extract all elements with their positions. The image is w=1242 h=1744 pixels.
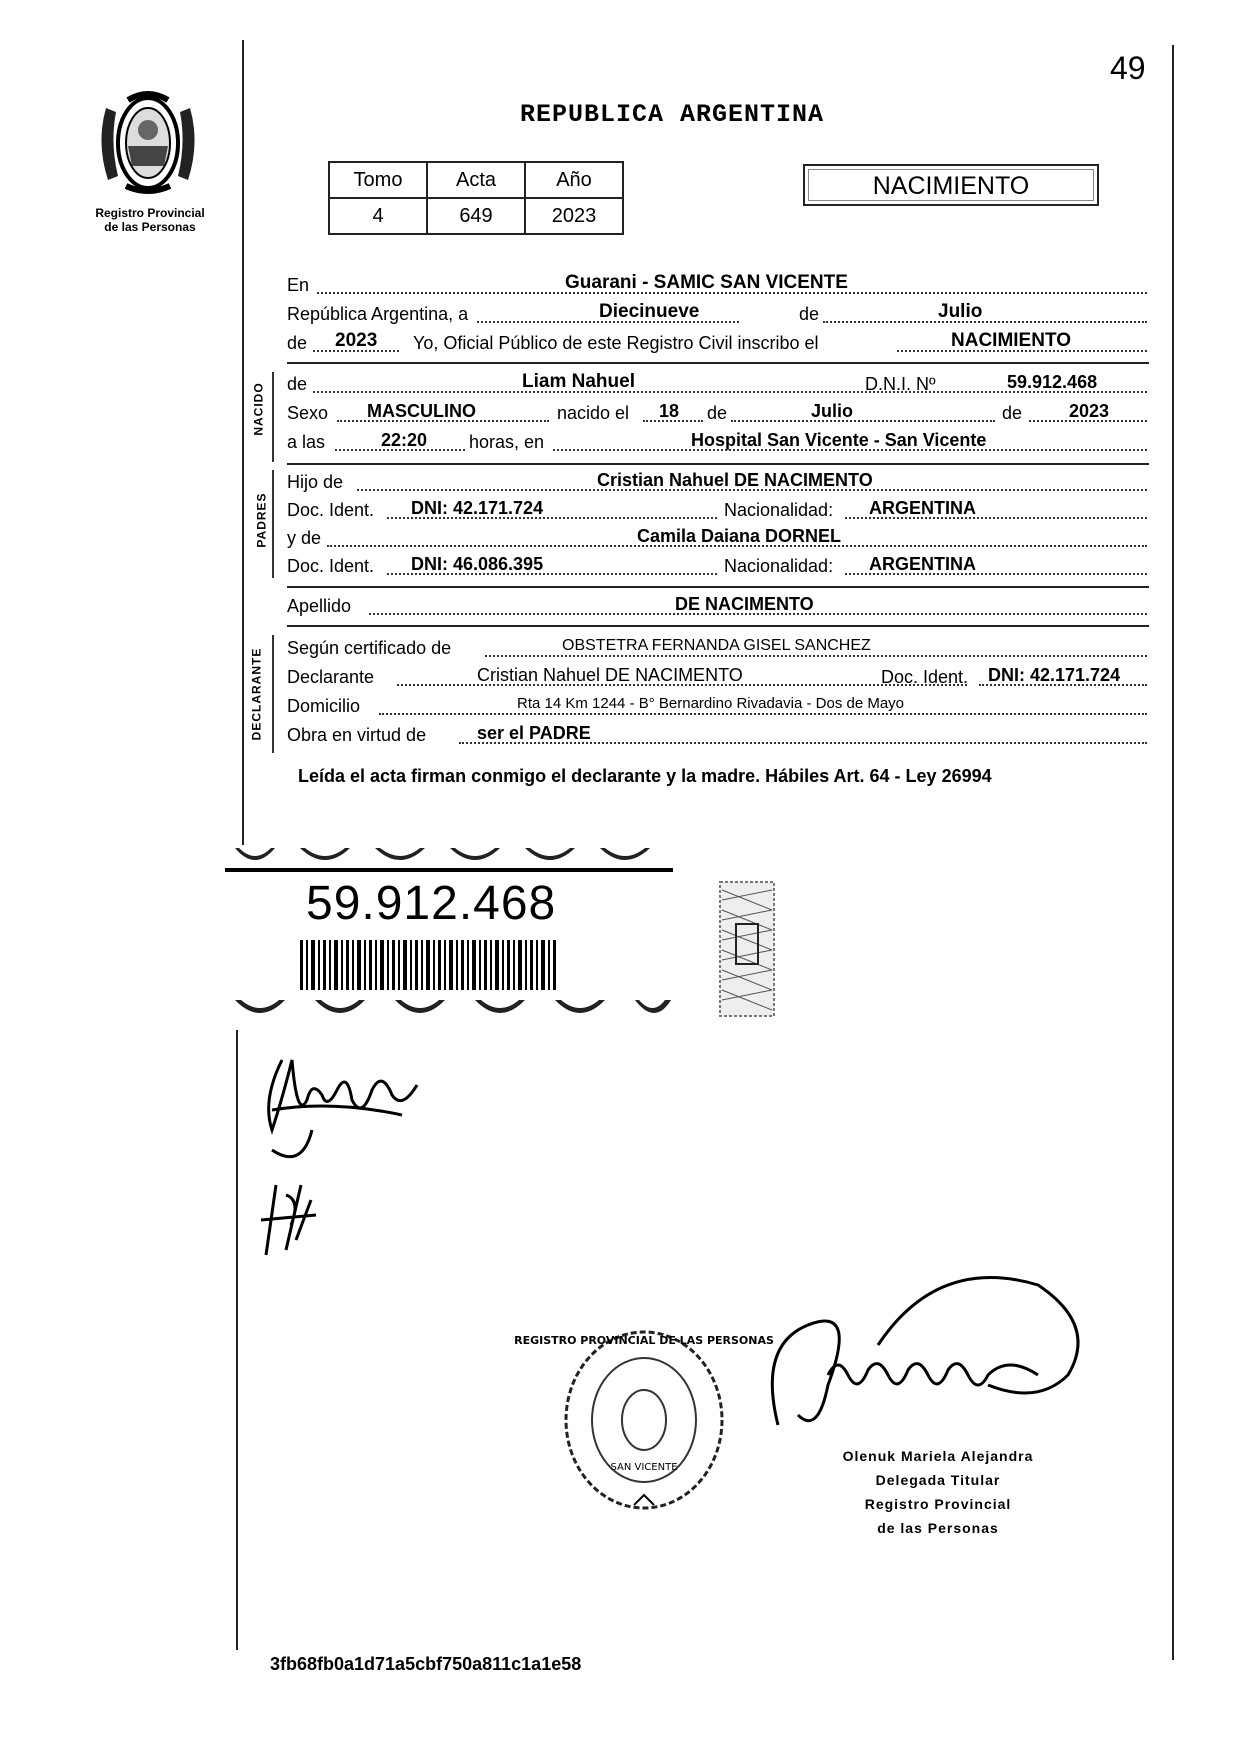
stamp-center-text: SAN VICENTE: [610, 1462, 678, 1473]
section-bar: [272, 470, 274, 578]
province-seal-icon: [92, 88, 204, 198]
value-declarante-doc: DNI: 42.171.724: [988, 665, 1121, 685]
label-hijo-de: Hijo de: [287, 472, 344, 492]
value-anio: 2023: [335, 330, 378, 351]
value-hora: 22:20: [381, 430, 428, 450]
dotted-line: [731, 420, 995, 422]
row-madre-doc: [287, 553, 1149, 580]
label-y-de: y de: [287, 528, 322, 548]
label-de: de: [287, 333, 308, 353]
section-divider: [287, 362, 1149, 364]
value-sexo: MASCULINO: [367, 401, 476, 421]
official-signature-icon: [738, 1265, 1098, 1460]
value-madre-nac: ARGENTINA: [869, 554, 976, 574]
value-mes-nac: Julio: [811, 401, 854, 421]
label-doc-ident-madre: Doc. Ident.: [287, 556, 375, 576]
label-declarante: Declarante: [287, 667, 375, 687]
value-certificado: OBSTETRA FERNANDA GISEL SANCHEZ: [562, 637, 871, 654]
label-obra: Obra en virtud de: [287, 725, 427, 745]
section-label-padres: PADRES: [254, 492, 269, 548]
label-doc-ident-decl: Doc. Ident.: [881, 667, 969, 687]
label-horas-en: horas, en: [469, 432, 545, 452]
label-yo: Yo, Oficial Público de este Registro Civil inscribo el: [413, 333, 819, 353]
value-madre: Camila Daiana DORNEL: [637, 526, 842, 546]
legal-text: Leída el acta firman conmigo el declarante y la madre. Hábiles Art. 64 - Ley 26994: [298, 766, 992, 786]
label-doc-ident: Doc. Ident.: [287, 500, 375, 520]
signatory-role: Delegada Titular: [875, 1472, 1001, 1488]
value-domicilio: Rta 14 Km 1244 - B° Bernardino Rivadavia - Dos de Mayo: [517, 695, 905, 712]
row-nombre: [287, 371, 1149, 398]
document-hash: 3fb68fb0a1d71a5cbf750a811c1a1e58: [270, 1654, 582, 1674]
label-segun: Según certificado de: [287, 638, 452, 658]
section-divider: [287, 463, 1149, 465]
label-de-mes: de: [799, 304, 820, 324]
label-republica: República Argentina, a: [287, 304, 469, 324]
label-de-nombre: de: [287, 374, 308, 394]
value-anio-nac: 2023: [1069, 401, 1110, 421]
section-bar: [272, 635, 274, 753]
mother-signature-icon: [256, 1180, 326, 1265]
value-dia-texto: Diecinueve: [599, 301, 700, 322]
row-certificado: [287, 635, 1149, 662]
label-nacionalidad-madre: Nacionalidad:: [724, 556, 834, 576]
row-padre: [287, 469, 1149, 496]
value-padre: Cristian Nahuel DE NACIMENTO: [597, 470, 873, 490]
signatory-org-line2: de las Personas: [877, 1520, 999, 1536]
value-padre-nac: ARGENTINA: [869, 498, 976, 518]
record-value-anio: 2023: [525, 198, 623, 234]
row-apellido: [287, 593, 1149, 620]
barcode-icon: [300, 940, 560, 990]
row-fecha: [287, 301, 1149, 328]
signatory-org-line1: Registro Provincial: [864, 1496, 1012, 1512]
label-nacido-el: nacido el: [557, 403, 630, 423]
section-divider: [287, 586, 1149, 588]
signatory-name: Olenuk Mariela Alejandra: [842, 1448, 1034, 1464]
label-nacionalidad: Nacionalidad:: [724, 500, 834, 520]
label-domicilio: Domicilio: [287, 696, 361, 716]
row-domicilio: [287, 693, 1149, 720]
label-a-las: a las: [287, 432, 326, 452]
row-inscripcion: [287, 330, 1149, 357]
label-de-anio: de: [1002, 403, 1023, 423]
row-padre-doc: [287, 497, 1149, 524]
value-madre-doc: DNI: 46.086.395: [411, 554, 544, 574]
row-madre: [287, 525, 1149, 552]
label-dni: D.N.I. Nº: [865, 374, 936, 394]
row-lugar: [287, 272, 1149, 299]
right-margin-line: [1172, 45, 1174, 1660]
value-padre-doc: DNI: 42.171.724: [411, 498, 544, 518]
record-header-anio: Año: [525, 162, 623, 198]
value-apellido: DE NACIMENTO: [675, 594, 814, 614]
label-en: En: [287, 275, 310, 295]
record-header-acta: Acta: [427, 162, 525, 198]
value-dni: 59.912.468: [1007, 372, 1098, 392]
value-dia-nac: 18: [659, 401, 680, 421]
record-value-tomo: 4: [329, 198, 427, 234]
value-nombre: Liam Nahuel: [522, 371, 635, 392]
official-round-stamp-icon: [514, 1320, 774, 1525]
section-label-declarante: DECLARANTE: [249, 647, 264, 741]
record-header-tomo: Tomo: [329, 162, 427, 198]
value-acto: NACIMIENTO: [951, 330, 1071, 351]
country-title: REPUBLICA ARGENTINA: [520, 100, 825, 129]
stamp-ring-text: REGISTRO PROVINCIAL DE LAS PERSONAS: [514, 1334, 774, 1347]
record-table: [328, 161, 624, 235]
row-hora: [287, 429, 1149, 456]
record-type-box: NACIMIENTO: [803, 164, 1099, 206]
value-en-virtud: ser el PADRE: [477, 723, 591, 743]
value-declarante: Cristian Nahuel DE NACIMENTO: [477, 665, 743, 685]
page-number: 49: [1110, 50, 1146, 86]
dotted-line: [823, 321, 1147, 323]
value-lugar: Guarani - SAMIC SAN VICENTE: [565, 272, 848, 293]
label-de-nac: de: [707, 403, 728, 423]
declarant-signature-icon: [252, 1040, 432, 1175]
security-wave-pattern: [225, 996, 673, 1024]
record-value-acta: 649: [427, 198, 525, 234]
security-wave-pattern: [225, 846, 673, 874]
section-divider: [287, 625, 1149, 627]
section-bar: [272, 372, 274, 462]
value-lugar-nac: Hospital San Vicente - San Vicente: [691, 430, 987, 450]
dni-large: 59.912.468: [306, 877, 557, 930]
value-mes: Julio: [938, 301, 983, 322]
label-sexo: Sexo: [287, 403, 329, 423]
registry-label: Registro Provincial de las Personas: [95, 206, 205, 234]
hologram-stamp-icon: [718, 880, 776, 1018]
label-apellido: Apellido: [287, 596, 352, 616]
left-margin-line-lower: [236, 1030, 238, 1650]
left-margin-line: [242, 40, 244, 845]
section-label-nacido: NACIDO: [251, 382, 266, 436]
row-declarante: [287, 664, 1149, 691]
row-obra: [287, 722, 1149, 749]
row-sexo: [287, 400, 1149, 427]
